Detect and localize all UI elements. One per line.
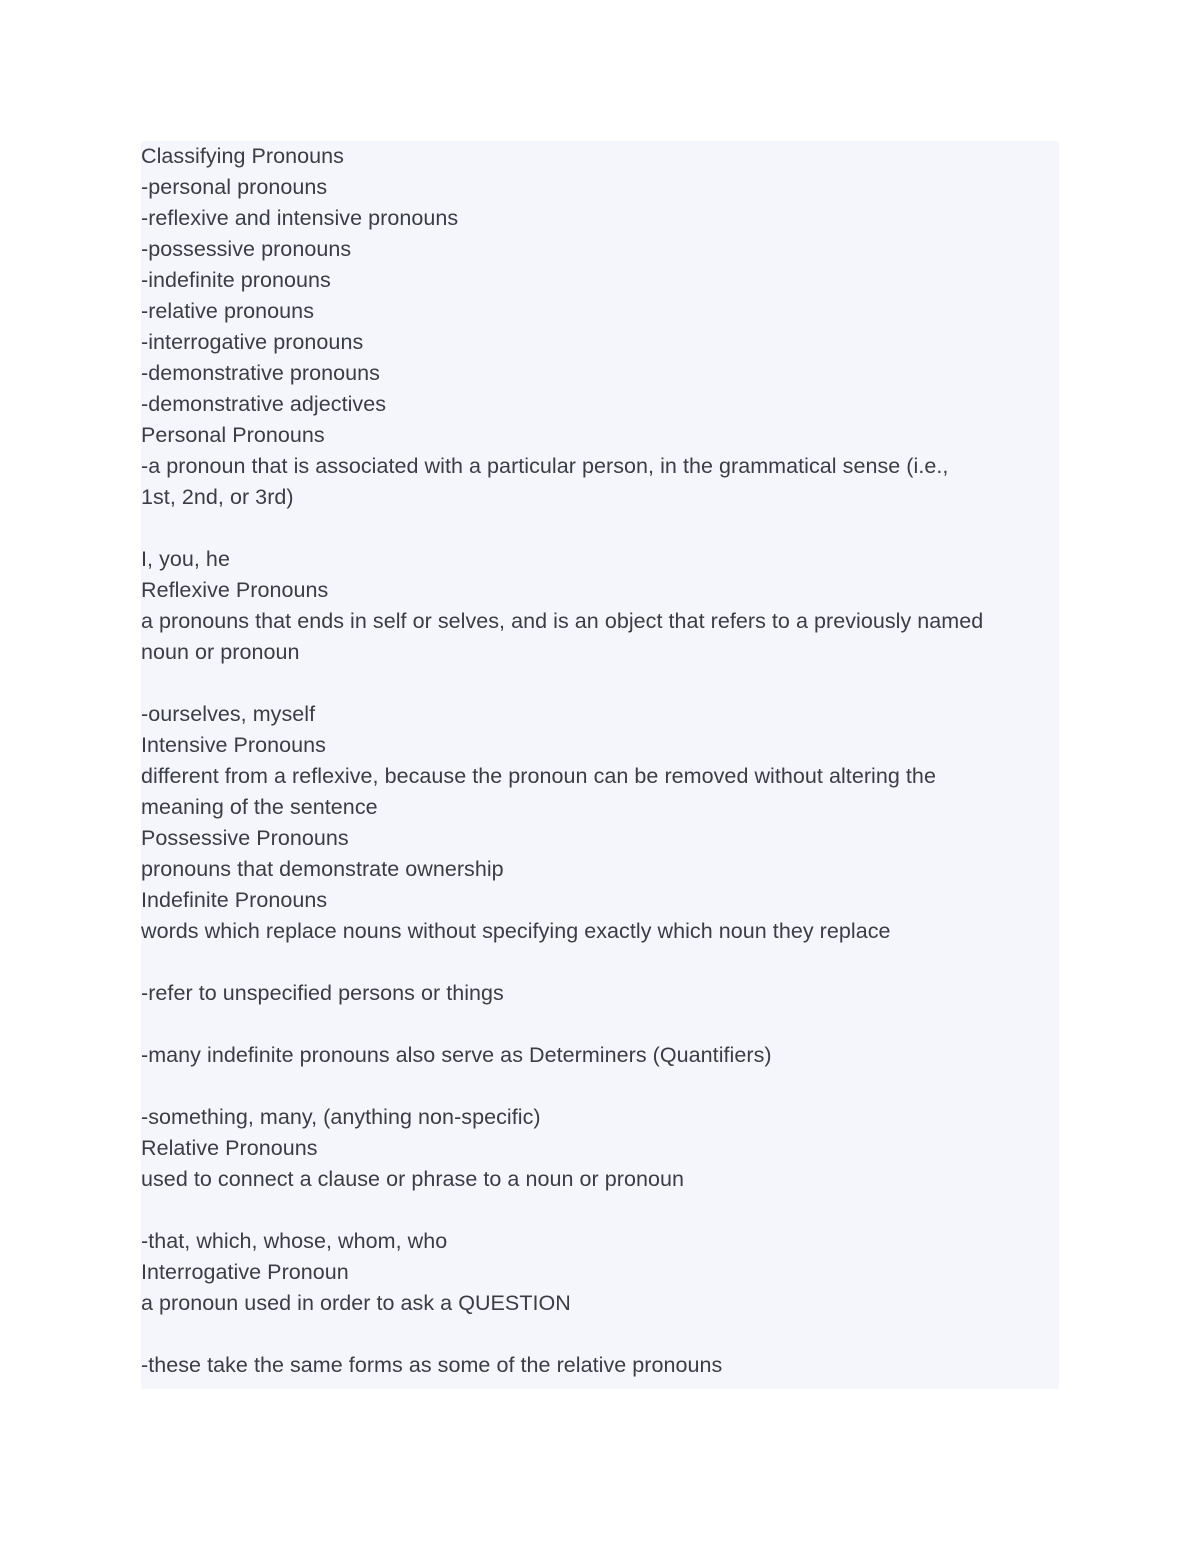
- blank-line: [141, 1071, 1059, 1102]
- blank-line: [141, 947, 1059, 978]
- text-line: -personal pronouns: [141, 175, 328, 199]
- text-line: Intensive Pronouns: [141, 733, 326, 757]
- text-line: Reflexive Pronouns: [141, 578, 329, 602]
- blank-line: [141, 1319, 1059, 1350]
- text-line: -refer to unspecified persons or things: [141, 981, 504, 1005]
- text-line: a pronoun used in order to ask a QUESTION: [141, 1291, 571, 1315]
- text-line: Personal Pronouns: [141, 423, 325, 447]
- text-line: -possessive pronouns: [141, 237, 352, 261]
- text-line: -that, which, whose, whom, who: [141, 1229, 448, 1253]
- text-line: -something, many, (anything non-specific): [141, 1105, 541, 1129]
- text-line: Interrogative Pronoun: [141, 1260, 349, 1284]
- text-line: -ourselves, myself: [141, 702, 316, 726]
- text-line: Possessive Pronouns: [141, 826, 349, 850]
- text-line: -a pronoun that is associated with a particular person, in the grammatical sense (i.e.,: [141, 454, 949, 478]
- text-line: 1st, 2nd, or 3rd): [141, 485, 294, 509]
- text-line: -relative pronouns: [141, 299, 314, 323]
- text-line: -demonstrative adjectives: [141, 392, 387, 416]
- text-line: meaning of the sentence: [141, 795, 378, 819]
- blank-line: [141, 1009, 1059, 1040]
- blank-line: [141, 668, 1059, 699]
- text-line: -reflexive and intensive pronouns: [141, 206, 459, 230]
- text-line: used to connect a clause or phrase to a noun or pronoun: [141, 1167, 685, 1191]
- text-line: I, you, he: [141, 547, 230, 571]
- text-line: pronouns that demonstrate ownership: [141, 857, 504, 881]
- text-line: a pronouns that ends in self or selves, and is an object that refers to a previously named: [141, 609, 984, 633]
- text-line: Classifying Pronouns: [141, 144, 344, 168]
- blank-line: [141, 1195, 1059, 1226]
- text-line: Relative Pronouns: [141, 1136, 318, 1160]
- text-line: -indefinite pronouns: [141, 268, 331, 292]
- text-line: noun or pronoun: [141, 640, 300, 664]
- text-line: -interrogative pronouns: [141, 330, 364, 354]
- text-line: -many indefinite pronouns also serve as Determiners (Quantifiers): [141, 1043, 772, 1067]
- text-line: Indefinite Pronouns: [141, 888, 328, 912]
- blank-line: [141, 513, 1059, 544]
- text-line: words which replace nouns without specifying exactly which noun they replace: [141, 919, 891, 943]
- document-text-block: [141, 141, 1059, 1389]
- text-line: -these take the same forms as some of the relative pronouns: [141, 1353, 723, 1377]
- text-line: different from a reflexive, because the pronoun can be removed without altering the: [141, 764, 936, 788]
- text-line: -demonstrative pronouns: [141, 361, 380, 385]
